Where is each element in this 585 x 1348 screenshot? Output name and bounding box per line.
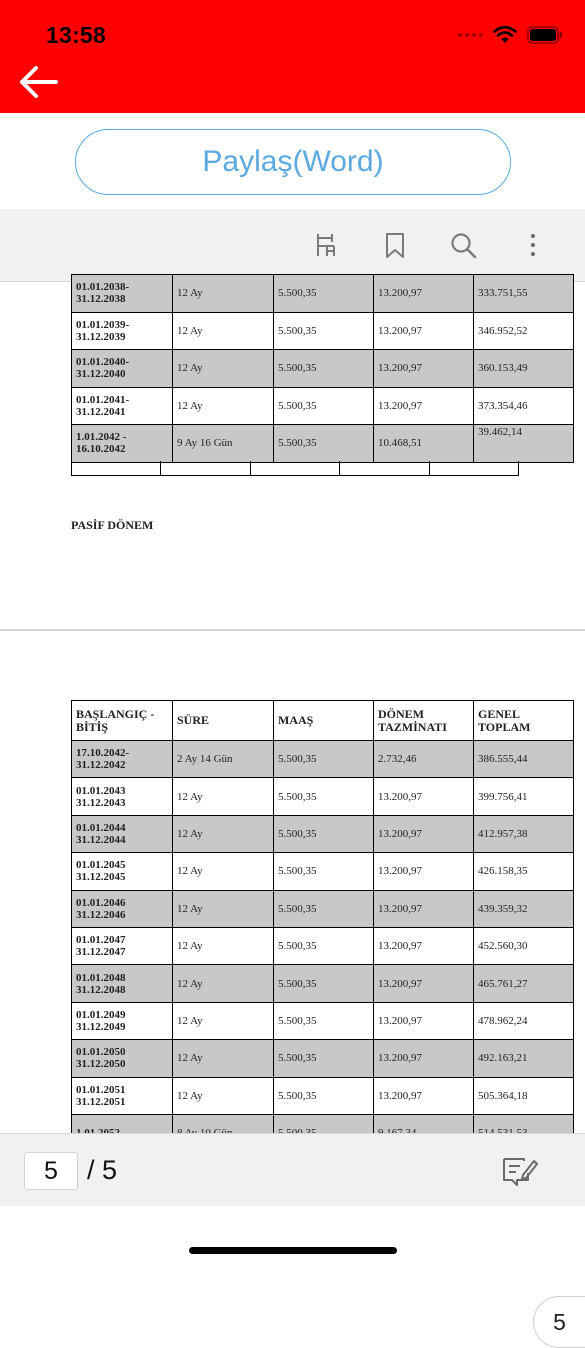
compensation-cell: 13.200,97 (374, 275, 474, 313)
section-title: PASİF DÖNEM (71, 518, 154, 532)
period-cell: 1.01.2042 - 16.10.2042 (72, 425, 173, 463)
compensation-cell: 13.200,97 (374, 350, 474, 388)
passive-period-table (71, 700, 574, 1152)
salary-cell: 5.500,35 (274, 425, 374, 463)
total-cell: 333.751,55 (474, 275, 574, 313)
reflow-icon[interactable] (312, 230, 342, 260)
pager-bar (0, 1133, 585, 1206)
status-icons (458, 26, 563, 44)
salary-cell: 5.500,35 (274, 741, 374, 778)
period-cell: 01.01.2048 31.12.2048 (72, 965, 173, 1002)
total-cell: 452.560,30 (474, 927, 574, 964)
compensation-cell: 13.200,97 (374, 1077, 474, 1114)
total-cell: 399.756,41 (474, 778, 574, 815)
duration-cell: 2 Ay 14 Gün (173, 741, 274, 778)
total-cell: 39.462,14 (474, 425, 574, 463)
wifi-icon (493, 26, 517, 44)
compensation-cell: 13.200,97 (374, 1040, 474, 1077)
duration-cell: 12 Ay (173, 312, 274, 350)
salary-cell: 5.500,35 (274, 1077, 374, 1114)
page-number-input[interactable]: 5 (24, 1152, 78, 1190)
table-row (72, 275, 574, 313)
salary-cell: 5.500,35 (274, 275, 374, 313)
status-time: 13:58 (46, 22, 106, 48)
table-row (72, 890, 574, 927)
table-row (72, 312, 574, 350)
home-area (0, 1206, 585, 1266)
header-duration: SÜRE (173, 701, 274, 741)
total-cell: 426.158,35 (474, 853, 574, 890)
period-cell: 01.01.2049 31.12.2049 (72, 1002, 173, 1039)
duration-cell: 12 Ay (173, 927, 274, 964)
duration-cell: 12 Ay (173, 1002, 274, 1039)
total-cell: 492.163,21 (474, 1040, 574, 1077)
total-cell: 439.359,32 (474, 890, 574, 927)
duration-cell: 12 Ay (173, 890, 274, 927)
app-header (0, 0, 585, 113)
active-period-table (71, 274, 574, 463)
salary-cell: 5.500,35 (274, 853, 374, 890)
total-cell: 360.153,49 (474, 350, 574, 388)
header-total: GENEL TOPLAM (474, 701, 574, 741)
duration-cell: 12 Ay (173, 853, 274, 890)
salary-cell: 5.500,35 (274, 965, 374, 1002)
table-row (72, 1040, 574, 1077)
table-row (72, 350, 574, 388)
table-row (72, 387, 574, 425)
period-cell: 01.01.2038- 31.12.2038 (72, 275, 173, 313)
period-cell: 01.01.2044 31.12.2044 (72, 815, 173, 852)
period-cell: 01.01.2043 31.12.2043 (72, 778, 173, 815)
table-row (72, 853, 574, 890)
compensation-cell: 2.732,46 (374, 741, 474, 778)
duration-cell: 12 Ay (173, 815, 274, 852)
duration-cell: 12 Ay (173, 275, 274, 313)
compensation-cell: 13.200,97 (374, 387, 474, 425)
total-cell: 373.354,46 (474, 387, 574, 425)
duration-cell: 12 Ay (173, 1040, 274, 1077)
compensation-cell: 13.200,97 (374, 815, 474, 852)
table-row (72, 927, 574, 964)
compensation-cell: 13.200,97 (374, 853, 474, 890)
table-header-row (72, 701, 574, 741)
total-cell: 478.962,24 (474, 1002, 574, 1039)
back-button[interactable] (16, 64, 60, 100)
duration-cell: 12 Ay (173, 1077, 274, 1114)
total-cell: 505.364,18 (474, 1077, 574, 1114)
table-row (72, 778, 574, 815)
compensation-cell: 10.468,51 (374, 425, 474, 463)
header-compensation: DÖNEM TAZMİNATI (374, 701, 474, 741)
salary-cell: 5.500,35 (274, 350, 374, 388)
pdf-toolbar (0, 209, 585, 282)
table-row (72, 965, 574, 1002)
table-row (72, 815, 574, 852)
total-cell: 386.555,44 (474, 741, 574, 778)
table-row (72, 741, 574, 778)
battery-icon (527, 26, 563, 44)
compensation-cell: 13.200,97 (374, 778, 474, 815)
total-cell: 412.957,38 (474, 815, 574, 852)
period-cell: 01.01.2039- 31.12.2039 (72, 312, 173, 350)
duration-cell: 12 Ay (173, 965, 274, 1002)
table-row (72, 1002, 574, 1039)
duration-cell: 12 Ay (173, 350, 274, 388)
arrow-left-icon (16, 64, 60, 100)
salary-cell: 5.500,35 (274, 1040, 374, 1077)
salary-cell: 5.500,35 (274, 890, 374, 927)
period-cell: 17.10.2042- 31.12.2042 (72, 741, 173, 778)
compensation-cell: 13.200,97 (374, 1002, 474, 1039)
salary-cell: 5.500,35 (274, 1002, 374, 1039)
empty-table-row (71, 461, 519, 476)
duration-cell: 12 Ay (173, 387, 274, 425)
period-cell: 01.01.2045 31.12.2045 (72, 853, 173, 890)
pdf-document[interactable] (0, 281, 585, 1335)
header-period: BAŞLANGIÇ - BİTİŞ (72, 701, 173, 741)
home-indicator (189, 1247, 397, 1254)
page-separator (0, 629, 585, 631)
compensation-cell: 13.200,97 (374, 965, 474, 1002)
table-row (72, 1077, 574, 1114)
duration-cell: 9 Ay 16 Gün (173, 425, 274, 463)
signal-icon (458, 33, 483, 37)
edit-note-icon[interactable] (500, 1153, 540, 1187)
page-total: / 5 (87, 1155, 118, 1185)
compensation-cell: 13.200,97 (374, 312, 474, 350)
share-word-button[interactable]: Paylaş(Word) (75, 129, 511, 195)
salary-cell: 5.500,35 (274, 927, 374, 964)
salary-cell: 5.500,35 (274, 387, 374, 425)
period-cell: 01.01.2051 31.12.2051 (72, 1077, 173, 1114)
salary-cell: 5.500,35 (274, 312, 374, 350)
period-cell: 01.01.2047 31.12.2047 (72, 927, 173, 964)
compensation-cell: 13.200,97 (374, 890, 474, 927)
table-row (72, 425, 574, 463)
period-cell: 01.01.2050 31.12.2050 (72, 1040, 173, 1077)
salary-cell: 5.500,35 (274, 815, 374, 852)
header-salary: MAAŞ (274, 701, 374, 741)
bookmark-icon[interactable] (380, 230, 410, 260)
page-number-badge: 5 (533, 1296, 585, 1348)
duration-cell: 12 Ay (173, 778, 274, 815)
share-section (0, 113, 585, 209)
period-cell: 01.01.2046 31.12.2046 (72, 890, 173, 927)
total-cell: 465.761,27 (474, 965, 574, 1002)
more-vertical-icon[interactable] (518, 230, 548, 260)
compensation-cell: 13.200,97 (374, 927, 474, 964)
salary-cell: 5.500,35 (274, 778, 374, 815)
total-cell: 346.952,52 (474, 312, 574, 350)
period-cell: 01.01.2041- 31.12.2041 (72, 387, 173, 425)
period-cell: 01.01.2040- 31.12.2040 (72, 350, 173, 388)
search-icon[interactable] (448, 230, 478, 260)
